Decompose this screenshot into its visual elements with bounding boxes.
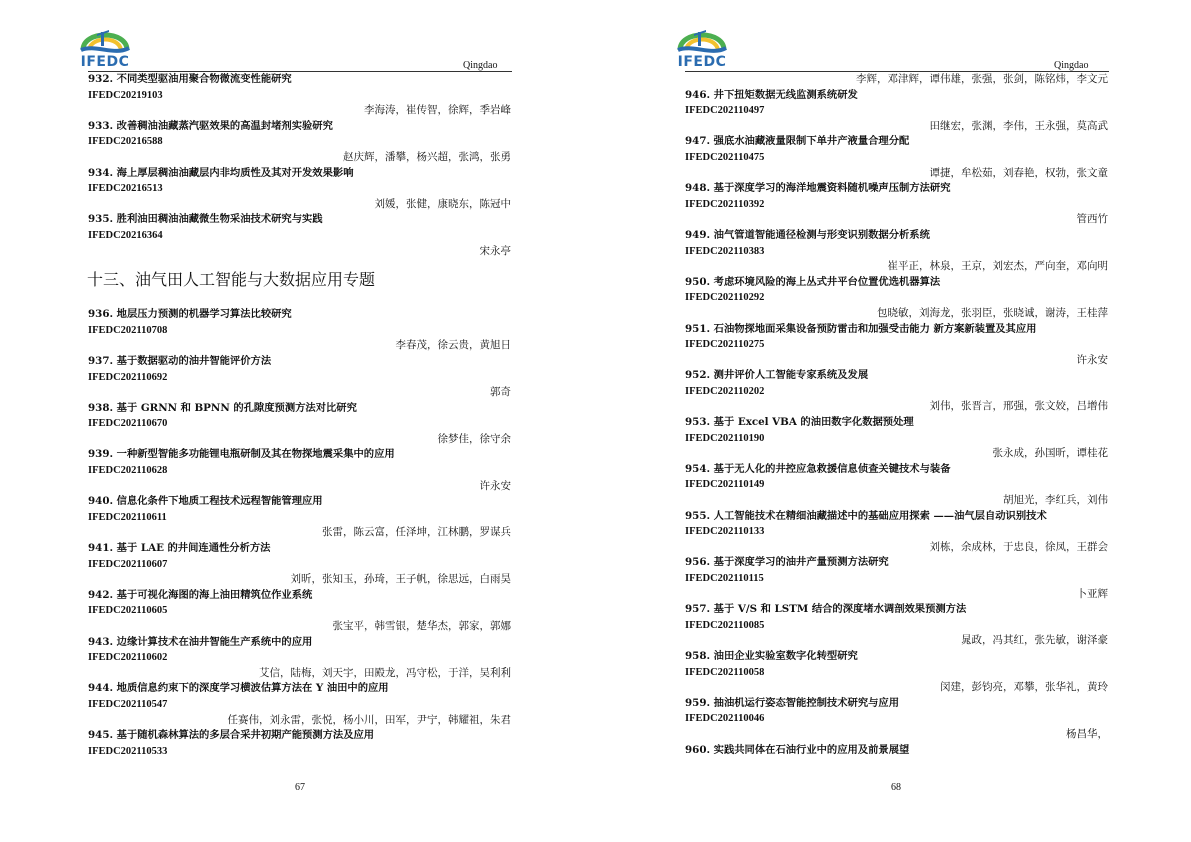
entry-authors: 许永安 bbox=[479, 479, 511, 492]
paper-entry bbox=[685, 181, 1109, 228]
paper-entry bbox=[685, 228, 1109, 275]
entry-title: 952. 测井评价人工智能专家系统及发展 bbox=[685, 369, 869, 382]
entry-code: IFEDC202110190 bbox=[685, 432, 765, 444]
paper-entry bbox=[685, 555, 1109, 602]
entry-title: 933. 改善稠油油藏蒸汽驱效果的高温封堵剂实验研究 bbox=[88, 119, 333, 132]
page-68 bbox=[596, 0, 1191, 842]
entry-title: 954. 基于无人化的井控应急救援信息侦查关键技术与装备 bbox=[685, 462, 951, 475]
paper-entry bbox=[88, 447, 512, 494]
ifedc-logo bbox=[672, 20, 732, 72]
logo-text: IFEDC bbox=[677, 54, 727, 70]
entry-code: IFEDC202110292 bbox=[685, 292, 765, 304]
entry-title: 937. 基于数据驱动的油井智能评价方法 bbox=[88, 354, 272, 367]
entry-authors: 刘栋，余成林，于忠良，徐凤，王群会 bbox=[929, 540, 1108, 553]
entry-code: IFEDC202110085 bbox=[685, 619, 765, 631]
entry-title: 951. 石油物探地面采集设备预防雷击和加强受击能力 新方案新装置及其应用 bbox=[685, 322, 1037, 335]
entry-code: IFEDC202110670 bbox=[88, 418, 168, 430]
entry-authors: 张雷，陈云富，任泽坤，江林鹏，罗谋兵 bbox=[322, 526, 511, 539]
entry-title: 938. 基于 GRNN 和 BPNN 的孔隙度预测方法对比研究 bbox=[88, 401, 357, 414]
entry-title: 935. 胜利油田稠油油藏微生物采油技术研究与实践 bbox=[88, 213, 323, 226]
logo-emblem-icon bbox=[672, 20, 732, 56]
entry-code: IFEDC202110133 bbox=[685, 526, 765, 538]
paper-entry bbox=[685, 602, 1109, 649]
paper-entry bbox=[88, 728, 512, 759]
entry-title: 956. 基于深度学习的油井产量预测方法研究 bbox=[685, 556, 889, 569]
entry-title: 949. 油气管道智能通径检测与形变识别数据分析系统 bbox=[685, 228, 930, 241]
paper-entry bbox=[88, 72, 512, 119]
entry-code: IFEDC202110607 bbox=[88, 558, 168, 570]
entry-authors: 宋永亭 bbox=[479, 244, 511, 257]
entry-authors: 胡旭光，李红兵，刘伟 bbox=[1003, 494, 1108, 507]
entry-title: 936. 地层压力预测的机器学习算法比较研究 bbox=[88, 308, 292, 321]
paper-entry bbox=[88, 401, 512, 448]
paper-entry bbox=[88, 307, 512, 354]
entry-code: IFEDC202110497 bbox=[685, 105, 765, 117]
paper-entry bbox=[685, 696, 1109, 743]
entry-code: IFEDC202110533 bbox=[88, 745, 168, 757]
entry-authors: 郭奇 bbox=[490, 386, 511, 399]
paper-entry bbox=[88, 119, 512, 166]
entry-code: IFEDC202110708 bbox=[88, 324, 168, 336]
ifedc-logo bbox=[75, 20, 135, 72]
paper-entry bbox=[88, 541, 512, 588]
entry-title: 947. 强底水油藏液量限制下单井产液量合理分配 bbox=[685, 135, 910, 148]
entry-authors: 管西竹 bbox=[1076, 213, 1108, 226]
entry-title: 957. 基于 V/S 和 LSTM 结合的深度堵水调剖效果预测方法 bbox=[685, 603, 967, 616]
entry-title: 960. 实践共同体在石油行业中的应用及前景展望 bbox=[685, 743, 910, 756]
entry-code: IFEDC202110383 bbox=[685, 245, 765, 257]
paper-entry bbox=[685, 134, 1109, 181]
entry-title: 934. 海上厚层稠油油藏层内非均质性及其对开发效果影响 bbox=[88, 166, 354, 179]
entry-title: 941. 基于 LAE 的井间连通性分析方法 bbox=[88, 542, 271, 555]
entry-title: 950. 考虑环境风险的海上丛式井平台位置优选机器算法 bbox=[685, 275, 941, 288]
entry-authors: 刘伟，张晋言，邢强，张文姣，吕增伟 bbox=[929, 400, 1108, 413]
entry-code: IFEDC202110628 bbox=[88, 465, 168, 477]
entry-code: IFEDC202110275 bbox=[685, 339, 765, 351]
entry-code: IFEDC202110611 bbox=[88, 511, 167, 523]
entry-list bbox=[88, 72, 512, 759]
entry-authors: 晁政，冯其红，张先敏，谢泽豪 bbox=[961, 634, 1108, 647]
section-heading: 十三、油气田人工智能与大数据应用专题 bbox=[87, 270, 376, 290]
entry-code: IFEDC20216513 bbox=[88, 183, 163, 195]
entry-title: 943. 边缘计算技术在油井智能生产系统中的应用 bbox=[88, 635, 313, 648]
page-67 bbox=[0, 0, 595, 842]
paper-entry bbox=[685, 88, 1109, 135]
entry-authors: 许永安 bbox=[1076, 353, 1108, 366]
entry-authors: 李海涛，崔传智，徐辉，季岩峰 bbox=[364, 104, 511, 117]
entry-code: IFEDC202110046 bbox=[685, 713, 765, 725]
paper-entry bbox=[88, 588, 512, 635]
entry-authors: 卜亚辉 bbox=[1076, 587, 1108, 600]
entry-code: IFEDC202110149 bbox=[685, 479, 765, 491]
paper-entry bbox=[685, 415, 1109, 462]
paper-entry bbox=[88, 494, 512, 541]
entry-code: IFEDC20216588 bbox=[88, 136, 163, 148]
entry-code: IFEDC20219103 bbox=[88, 89, 163, 101]
entry-authors: 闵建，彭钧亮，邓攀，张华礼，黄玲 bbox=[940, 681, 1108, 694]
entry-title: 939. 一种新型智能多功能锂电瓶研制及其在物探地震采集中的应用 bbox=[88, 448, 395, 461]
header-city: Qingdao bbox=[463, 60, 498, 71]
paper-entry bbox=[685, 322, 1109, 369]
paper-entry bbox=[685, 649, 1109, 696]
entry-authors: 张永成，孙国昕，谭桂花 bbox=[992, 447, 1108, 460]
entry-code: IFEDC202110058 bbox=[685, 666, 765, 678]
entry-authors: 徐梦佳，徐守余 bbox=[437, 432, 511, 445]
entry-authors: 包晓敏，刘海龙，张羽臣，张晓诚，谢涛，王桂萍 bbox=[877, 306, 1108, 319]
paper-entry bbox=[88, 212, 512, 259]
entry-authors: 刘媛，张健，康晓东，陈冠中 bbox=[374, 197, 511, 210]
paper-entry bbox=[88, 166, 512, 213]
entry-authors: 张宝平，韩雪银，楚华杰，郭家，郭娜 bbox=[332, 620, 511, 632]
entry-authors: 李辉，邓津辉，谭伟雄，张强，张剑，陈铭炜，李文元 bbox=[856, 73, 1108, 85]
paper-entry bbox=[685, 72, 1109, 88]
entry-code: IFEDC202110475 bbox=[685, 151, 765, 163]
entry-code: IFEDC202110692 bbox=[88, 371, 168, 383]
entry-title: 958. 油田企业实验室数字化转型研究 bbox=[685, 649, 858, 662]
entry-code: IFEDC202110202 bbox=[685, 385, 765, 397]
entry-title: 948. 基于深度学习的海洋地震资料随机噪声压制方法研究 bbox=[685, 182, 951, 195]
paper-entry bbox=[685, 462, 1109, 509]
entry-title: 940. 信息化条件下地质工程技术远程智能管理应用 bbox=[88, 495, 323, 508]
entry-title: 932. 不同类型驱油用聚合物微流变性能研究 bbox=[88, 73, 292, 85]
entry-list bbox=[685, 72, 1109, 758]
paper-entry bbox=[685, 368, 1109, 415]
entry-authors: 杨昌华， bbox=[1066, 727, 1108, 740]
entry-authors: 李春茂，徐云贵，黄旭日 bbox=[395, 339, 511, 352]
entry-title: 945. 基于随机森林算法的多层合采井初期产能预测方法及应用 bbox=[88, 729, 375, 742]
entry-authors: 田继宏，张渊，李伟，王永强，莫高武 bbox=[929, 119, 1108, 132]
entry-title: 946. 井下扭矩数据无线监测系统研发 bbox=[685, 88, 858, 101]
header-city: Qingdao bbox=[1054, 60, 1089, 71]
entry-code: IFEDC202110392 bbox=[685, 198, 765, 210]
entry-title: 942. 基于可视化海图的海上油田精筑位作业系统 bbox=[88, 588, 313, 601]
page-number: 68 bbox=[891, 782, 901, 793]
entry-authors: 谭捷，牟松茹，刘春艳，权勃，张文童 bbox=[929, 166, 1108, 179]
entry-code: IFEDC202110547 bbox=[88, 698, 168, 710]
entry-code: IFEDC202110602 bbox=[88, 652, 168, 664]
entry-authors: 赵庆辉，潘攀，杨兴超，张鸿，张勇 bbox=[343, 150, 511, 163]
paper-entry bbox=[88, 635, 512, 682]
entry-title: 944. 地质信息约束下的深度学习横波估算方法在 Y 油田中的应用 bbox=[88, 682, 389, 695]
entry-code: IFEDC20216364 bbox=[88, 229, 163, 241]
paper-entry bbox=[685, 509, 1109, 556]
page-number: 67 bbox=[295, 782, 305, 793]
entry-code: IFEDC202110605 bbox=[88, 605, 168, 617]
paper-entry bbox=[88, 681, 512, 728]
paper-entry bbox=[685, 743, 1109, 759]
entry-authors: 崔平正，林泉，王京，刘宏杰，严向奎，邓向明 bbox=[887, 260, 1108, 273]
entry-title: 959. 抽油机运行姿态智能控制技术研究与应用 bbox=[685, 696, 900, 709]
entry-title: 955. 人工智能技术在精细油藏描述中的基础应用探索 ——油气层自动识别技术 bbox=[685, 509, 1047, 522]
entry-title: 953. 基于 Excel VBA 的油田数字化数据预处理 bbox=[685, 416, 914, 429]
entry-authors: 艾信，陆梅，刘天宇，田殿龙，冯守松，于洋，吴利利 bbox=[259, 666, 511, 679]
paper-entry bbox=[685, 275, 1109, 322]
entry-authors: 刘昕，张知玉，孙琦，王子帆，徐思远，白雨昊 bbox=[290, 573, 511, 586]
logo-text: IFEDC bbox=[80, 54, 130, 70]
paper-entry bbox=[88, 354, 512, 401]
entry-code: IFEDC202110115 bbox=[685, 573, 764, 584]
logo-emblem-icon bbox=[75, 20, 135, 56]
entry-authors: 任赛伟，刘永雷，张悦，杨小川，田军，尹宁，韩耀祖，朱君 bbox=[227, 713, 511, 726]
